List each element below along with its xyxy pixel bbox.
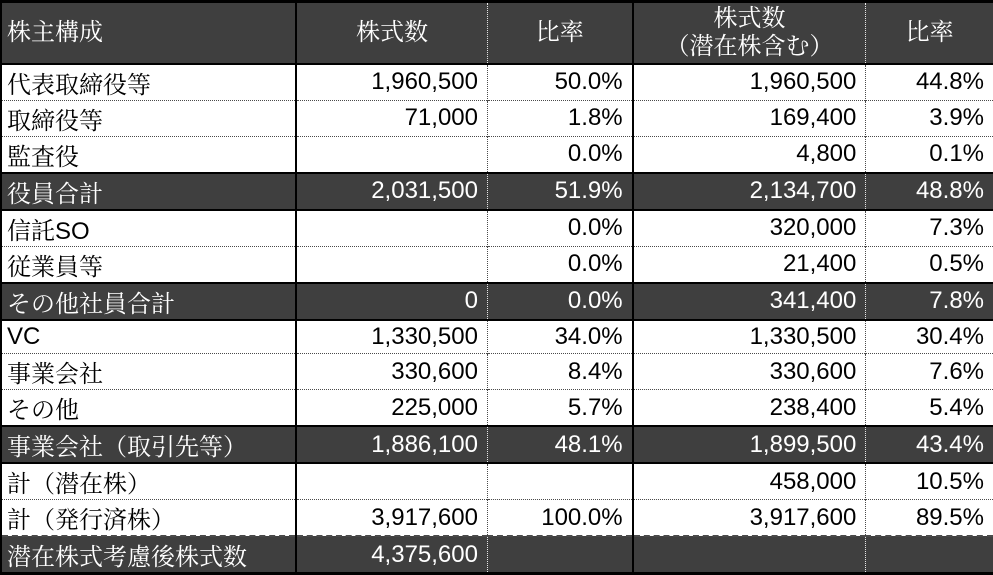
shares-potential-cell: 330,600 [633,354,866,390]
row-representative-directors [1,64,993,101]
ratio-cell: 34.0% [487,320,632,354]
ratio-cell: 0.0% [487,136,632,173]
ratio-cell: 0.0% [487,283,632,320]
shares-cell: 225,000 [296,390,487,427]
ratio-cell [487,536,632,574]
shares-potential-cell: 21,400 [633,246,866,283]
ratio-cell: 100.0% [487,500,632,537]
row-vc [1,320,993,354]
shares-potential-cell: 169,400 [633,100,866,136]
shares-cell: 2,031,500 [296,173,487,210]
shares-cell: 1,330,500 [296,320,487,354]
header-shareholder-structure: 株主構成 [1,2,296,64]
ratio-potential-cell: 7.3% [866,210,993,247]
ratio-cell: 5.7% [487,390,632,427]
header-ratio: 比率 [487,2,632,64]
shares-potential-cell: 2,134,700 [633,173,866,210]
ratio-potential-cell: 7.8% [866,283,993,320]
row-total-potential-shares [1,463,993,500]
row-label: 従業員等 [7,253,103,281]
row-label: 監査役 [7,143,79,171]
ratio-potential-cell: 43.4% [866,426,993,463]
row-label: 役員合計 [1,173,296,210]
shares-cell [296,246,487,283]
row-label: 信託SO [7,217,90,245]
header-row [1,2,993,64]
shares-potential-cell: 1,899,500 [633,426,866,463]
ratio-potential-cell: 7.6% [866,354,993,390]
ratio-potential-cell: 48.8% [866,173,993,210]
shares-potential-cell: 4,800 [633,136,866,173]
shares-cell: 3,917,600 [296,500,487,537]
row-label: VC [7,322,41,350]
shares-cell: 71,000 [296,100,487,136]
ratio-cell: 0.0% [487,246,632,283]
ratio-potential-cell: 0.1% [866,136,993,173]
ratio-potential-cell: 0.5% [866,246,993,283]
shares-potential-cell: 238,400 [633,390,866,427]
shares-potential-cell: 320,000 [633,210,866,247]
ratio-cell: 51.9% [487,173,632,210]
shares-cell [296,463,487,500]
row-shares-after-potential [1,536,993,574]
header-share-count: 株式数 [296,2,487,64]
row-others [1,390,993,427]
row-trust-so [1,210,993,247]
row-label: 事業会社（取引先等） [1,426,296,463]
shares-potential-cell: 1,960,500 [633,64,866,101]
ratio-cell [487,463,632,500]
row-label: 代表取締役等 [7,71,151,99]
row-employees [1,246,993,283]
shares-potential-cell: 458,000 [633,463,866,500]
ratio-potential-cell: 30.4% [866,320,993,354]
row-other-staff-total [1,283,993,320]
row-label: 計（発行済株） [7,507,175,534]
shares-cell: 1,886,100 [296,426,487,463]
shares-potential-cell [633,536,866,574]
ratio-potential-cell: 3.9% [866,100,993,136]
shares-cell: 1,960,500 [296,64,487,101]
shares-potential-cell: 3,917,600 [633,500,866,537]
ratio-cell: 0.0% [487,210,632,247]
row-label: 潜在株式考慮後株式数 [1,536,296,574]
row-business-companies [1,354,993,390]
header-share-count-potential [633,2,866,64]
ratio-cell: 8.4% [487,354,632,390]
row-directors [1,100,993,136]
row-auditors [1,136,993,173]
ratio-cell: 1.8% [487,100,632,136]
row-officers-total [1,173,993,210]
ratio-cell: 50.0% [487,64,632,101]
header-share-count-potential-line2: （潜在株含む） [665,32,834,60]
shares-cell: 4,375,600 [296,536,487,574]
shares-cell [296,136,487,173]
header-ratio-potential: 比率 [866,2,993,64]
shares-potential-cell: 341,400 [633,283,866,320]
row-label: 取締役等 [7,107,103,135]
header-share-count-potential-line1: 株式数 [713,5,786,33]
shares-cell: 0 [296,283,487,320]
row-label: 事業会社 [7,361,103,388]
row-business-partners-total [1,426,993,463]
ratio-potential-cell [866,536,993,574]
row-label: その他 [7,397,79,424]
shares-potential-cell: 1,330,500 [633,320,866,354]
shares-cell: 330,600 [296,354,487,390]
row-total-issued-shares [1,500,993,537]
shares-cell [296,210,487,247]
row-label: 計（潜在株） [7,471,151,498]
ratio-potential-cell: 44.8% [866,64,993,101]
row-label: その他社員合計 [1,283,296,320]
ratio-cell: 48.1% [487,426,632,463]
ratio-potential-cell: 5.4% [866,390,993,427]
ratio-potential-cell: 10.5% [866,463,993,500]
ratio-potential-cell: 89.5% [866,500,993,537]
